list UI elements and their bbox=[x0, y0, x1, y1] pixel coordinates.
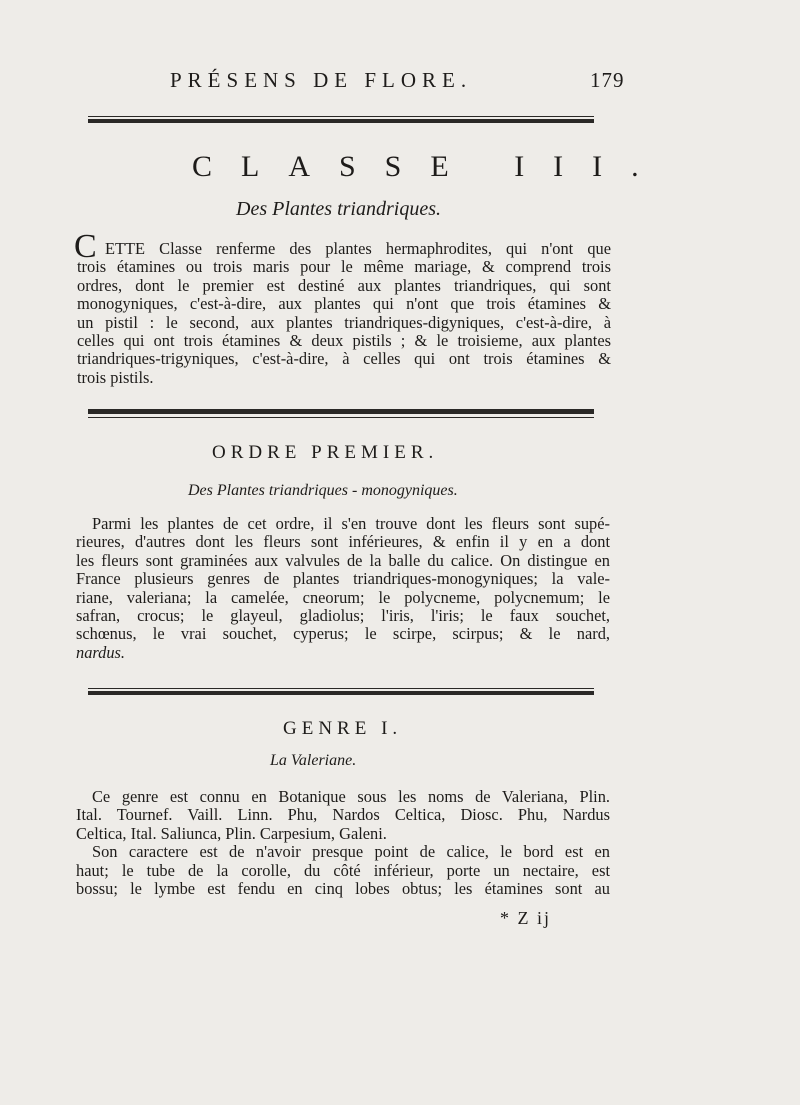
text-line: safran, crocus; le glayeul, gladiolus; l'iris, l'iris; le faux souchet, bbox=[76, 605, 610, 625]
text-line: trois pistils. bbox=[77, 367, 154, 387]
ordre-paragraph bbox=[76, 515, 610, 662]
ordre-title: ORDRE PREMIER. bbox=[212, 442, 439, 463]
text-line: celles qui ont trois étamines & deux pistils ; & le troisieme, aux plantes bbox=[77, 330, 611, 350]
text-line: Son caractere est de n'avoir presque point de calice, le bord est en bbox=[92, 842, 610, 862]
text-line: schœnus, le vrai souchet, cyperus; le scirpe, scirpus; & le nard, bbox=[76, 624, 610, 644]
text-line: ordres, dont le premier est destiné aux plantes triandriques, qui sont bbox=[77, 275, 611, 295]
text-line: haut; le tube de la corolle, du côté inférieur, porte un nectaire, est bbox=[76, 860, 610, 880]
running-head bbox=[0, 68, 800, 98]
ornamental-rule bbox=[88, 688, 594, 695]
ordre-subtitle: Des Plantes triandriques - monogyniques. bbox=[188, 482, 458, 499]
text-line: rieures, d'autres dont les fleurs sont inférieures, & enfin il y en a dont bbox=[76, 532, 610, 552]
text-line: Parmi les plantes de cet ordre, il s'en trouve dont les fleurs sont supé- bbox=[92, 514, 610, 533]
classe-title: CLASSE III. bbox=[192, 150, 668, 183]
signature-mark: * Z ij bbox=[500, 908, 551, 928]
ornamental-rule bbox=[88, 417, 594, 418]
text-line: riane, valeriana; la camelée, cneorum; le polycneme, polycnemum; le bbox=[76, 587, 610, 607]
text-line: un pistil : le second, aux plantes triandriques-digyniques, c'est-à-dire, à bbox=[77, 312, 611, 332]
text-line: les fleurs sont graminées aux valvules de la balle du calice. On distingue en bbox=[76, 550, 610, 570]
text-line: ETTE Classe renferme des plantes hermaphrodites, qui n'ont que bbox=[105, 239, 611, 258]
genre-paragraph bbox=[76, 788, 610, 898]
text-line: trois étamines ou trois maris pour le même mariage, & comprend trois bbox=[77, 257, 611, 277]
text-line: Celtica, Ital. Saliunca, Plin. Carpesium, Galeni. bbox=[76, 823, 387, 843]
text-line: Ce genre est connu en Botanique sous les noms de Valeriana, Plin. bbox=[92, 787, 610, 806]
text-line: nardus. bbox=[76, 642, 126, 662]
genre-subtitle: La Valeriane. bbox=[270, 752, 357, 769]
genre-title: GENRE I. bbox=[283, 718, 403, 739]
text-line: France plusieurs genres de plantes triandriques-monogyniques; la vale- bbox=[76, 569, 610, 589]
text-line: bossu; le lymbe est fendu en cinq lobes obtus; les étamines sont au bbox=[76, 878, 610, 898]
text-line: Ital. Tournef. Vaill. Linn. Phu, Nardos Celtica, Diosc. Phu, Nardus bbox=[76, 805, 610, 825]
ornamental-rule bbox=[88, 407, 594, 414]
classe-subtitle: Des Plantes triandriques. bbox=[236, 198, 441, 220]
text-line: triandriques-trigyniques, c'est-à-dire, à celles qui ont trois étamines & bbox=[77, 349, 611, 369]
drop-cap: C bbox=[74, 228, 97, 265]
intro-paragraph bbox=[77, 240, 611, 387]
ornamental-rule bbox=[88, 116, 594, 123]
running-head-title: PRÉSENS DE FLORE. bbox=[170, 68, 473, 92]
text-line: monogyniques, c'est-à-dire, aux plantes qui n'ont que trois étamines & bbox=[77, 294, 611, 314]
page-number: 179 bbox=[590, 68, 625, 92]
